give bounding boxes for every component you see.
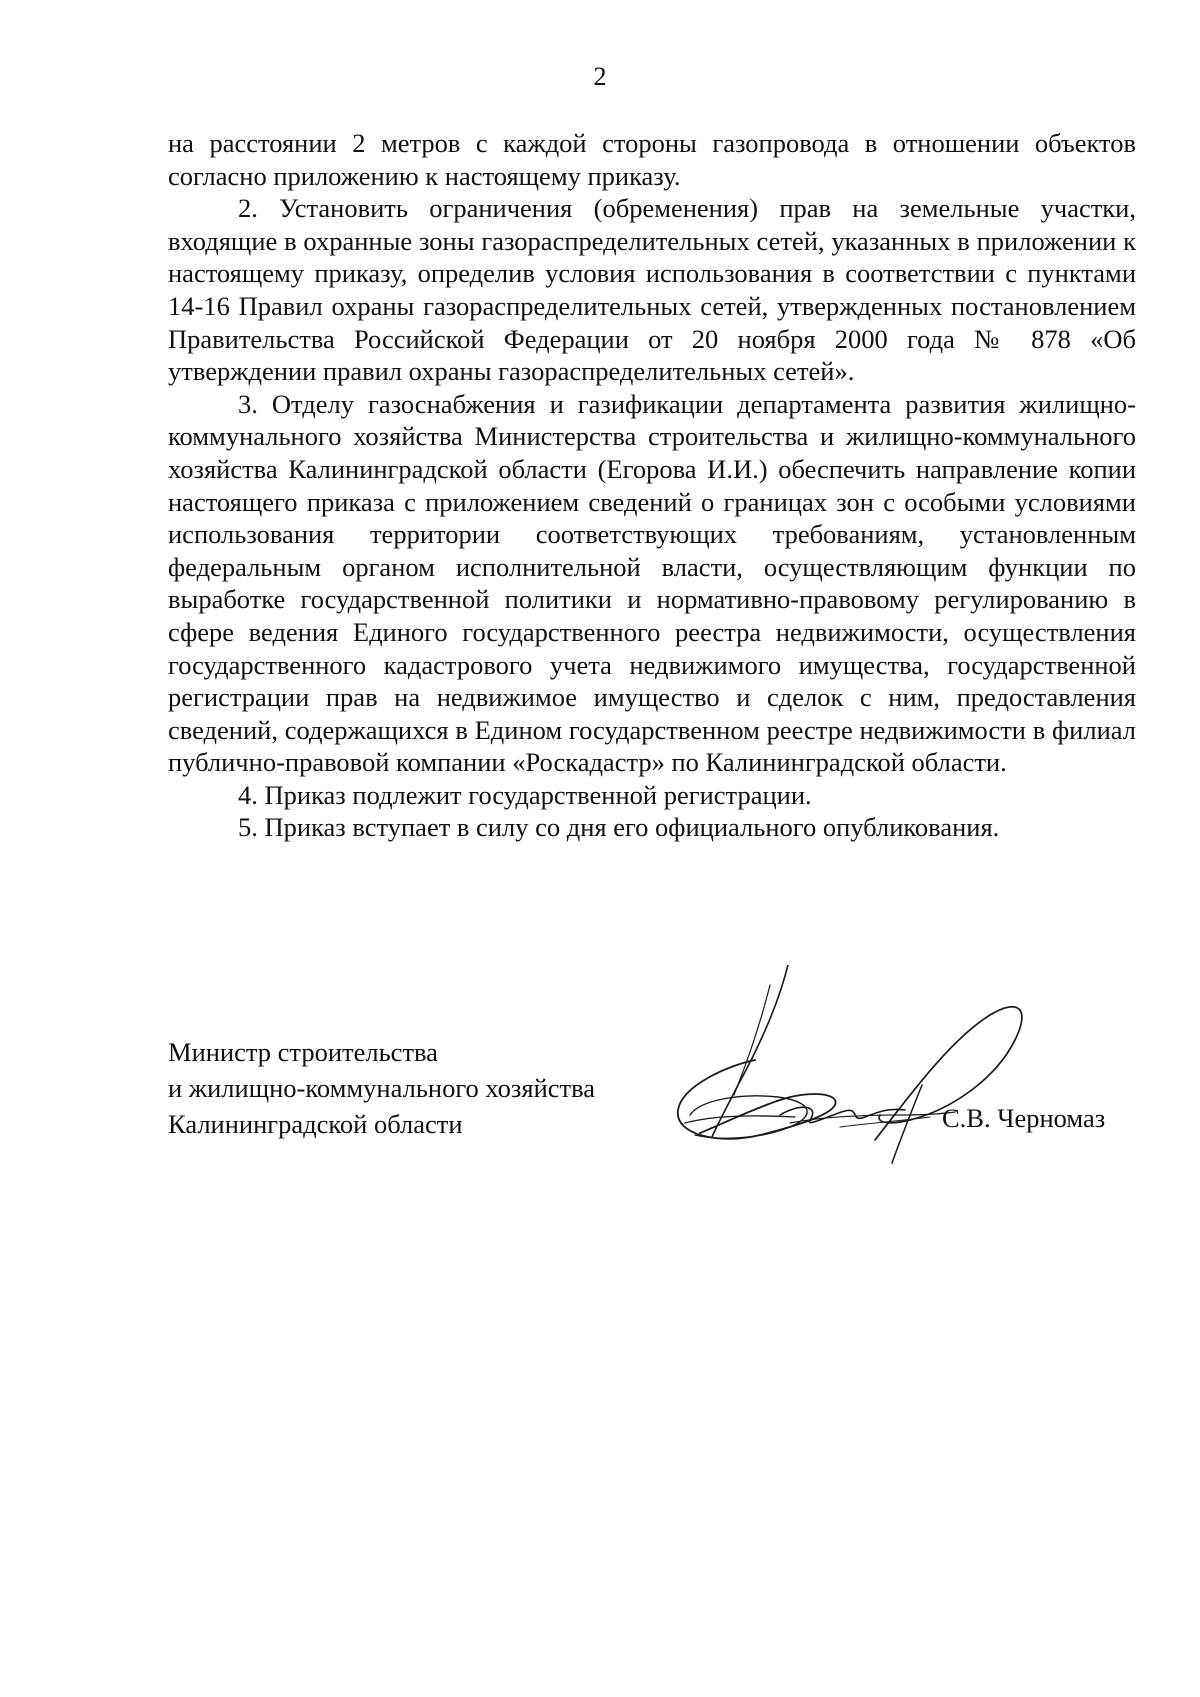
signer-name: С.В. Черномаз: [942, 1103, 1106, 1133]
signatory-title-line-2: и жилищно-коммунального хозяйства: [168, 1073, 596, 1103]
handwritten-signature-icon: [660, 965, 1050, 1185]
signatory-title: [168, 1034, 688, 1142]
paragraph-item-2: 2. Установить ограничения (обременения) прав на земельные участки, входящие в охранные зоны газораспределительных сетей, указанных в приложении к настоящему приказу, определив условия использования в соответствии с пунктами 14-16 Правил охраны газораспределительных сетей, утвержденных постановлением Правительства Российской Федерации от 20 ноября 2000 года № 878 «Об утверждении правил охраны газораспределительных сетей».: [168, 193, 1136, 387]
paragraph-item-5: 5. Приказ вступает в силу со дня его официального опубликования.: [238, 812, 1000, 843]
signatory-title-line-3: Калининградской области: [168, 1109, 463, 1139]
document-body: [168, 127, 1136, 844]
signatory-title-line-1: Министр строительства: [168, 1037, 438, 1067]
page-number: 2: [593, 62, 607, 91]
paragraph-item-3: 3. Отделу газоснабжения и газификации департамента развития жилищно-коммунального хозяйства Министерства строительства и жилищно-коммунального хозяйства Калининградской области (Егорова И.И.) обеспечить направление копии настоящего приказа с приложением сведений о границах зон с особыми условиями использования территории соответствующих требованиям, установленным федеральным органом исполнительной власти, осуществляющим функции по выработке государственной политики и нормативно-правовому регулированию в сфере ведения Единого государственного реестра недвижимости, осуществления государственного кадастрового учета недвижимого имущества, государственной регистрации прав на недвижимое имущество и сделок с ним, предоставления сведений, содержащихся в Едином государственном реестре недвижимости в филиал публично-правовой компании «Роскадастр» по Калининградской области.: [168, 388, 1136, 778]
paragraph-item-4: 4. Приказ подлежит государственной регистрации.: [238, 779, 812, 810]
paragraph-continuation: на расстоянии 2 метров с каждой стороны газопровода в отношении объектов согласно приложению к настоящему приказу.: [168, 128, 1136, 191]
